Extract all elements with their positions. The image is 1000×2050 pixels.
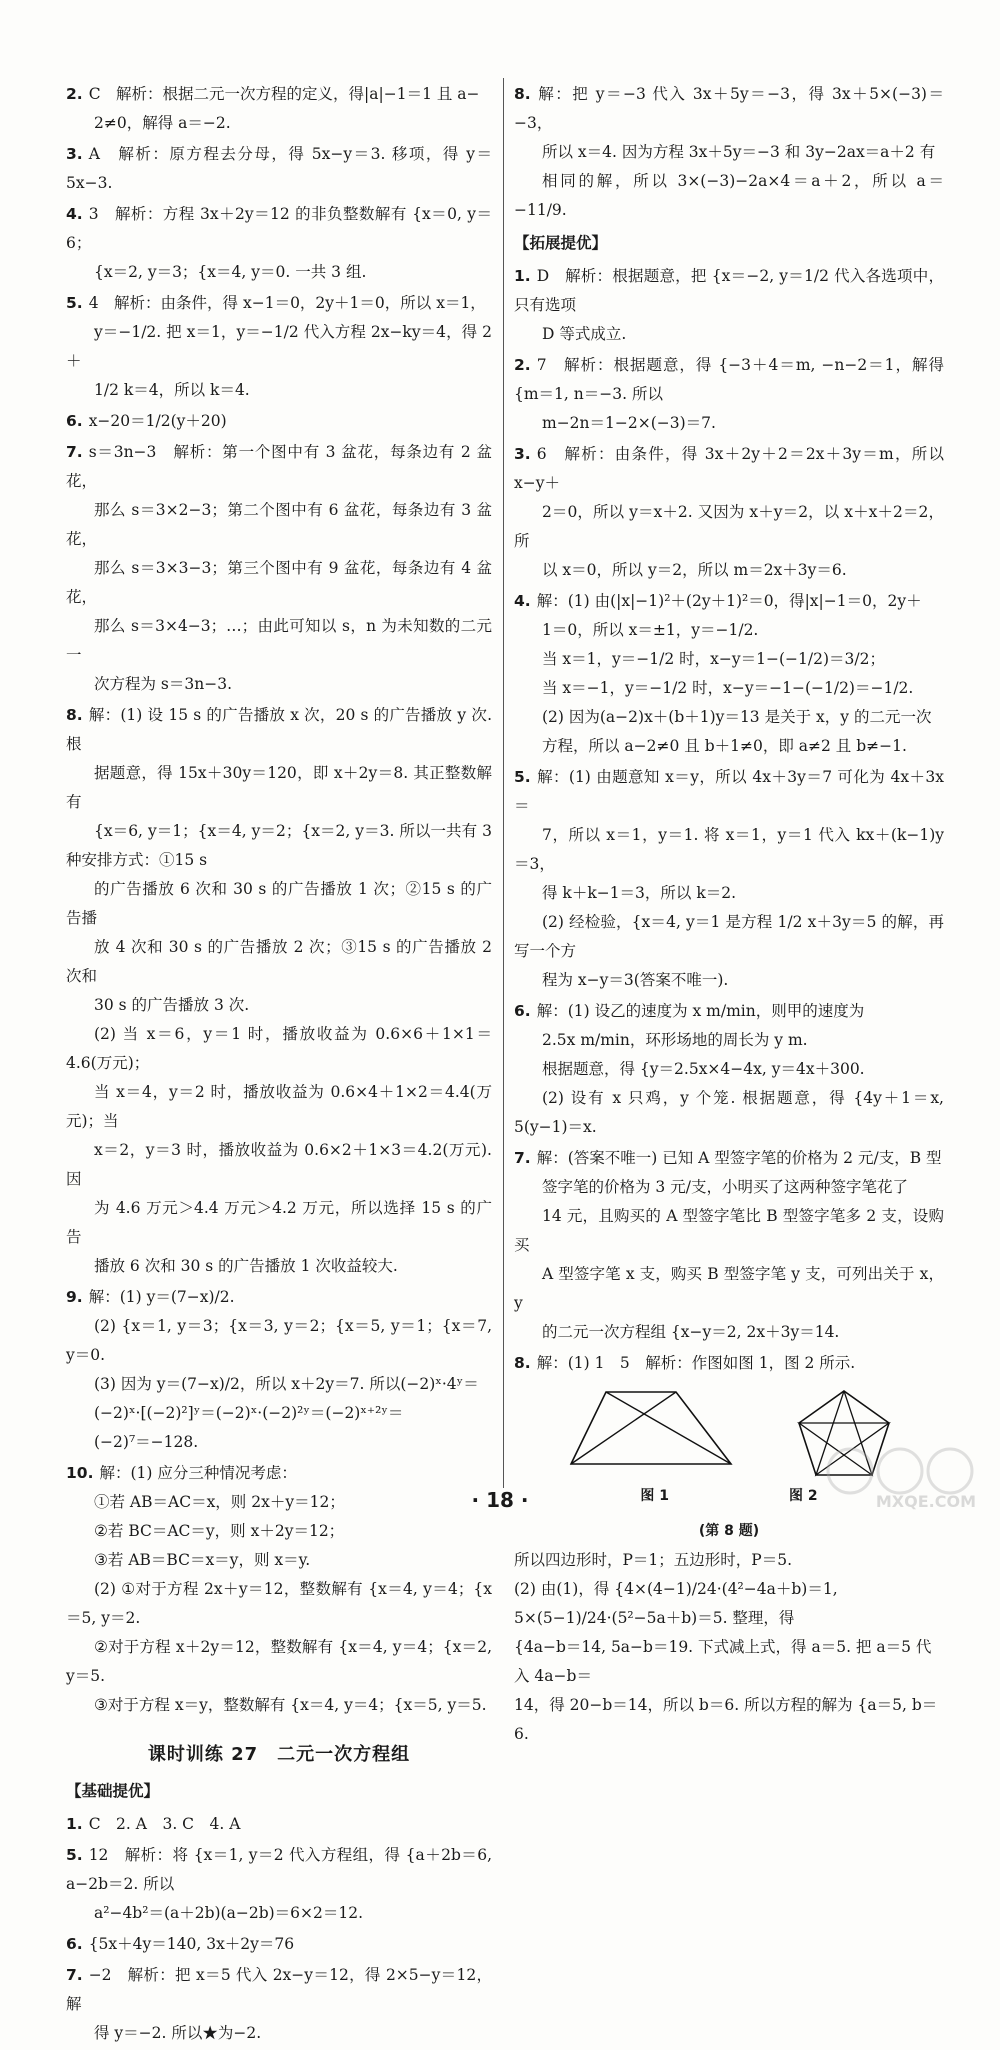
answer-line: C 2. A 3. C 4. A xyxy=(88,1815,241,1833)
column-divider xyxy=(503,78,504,1488)
answer-number: 3. xyxy=(514,445,531,463)
answer-line: D 等式成立. xyxy=(542,325,627,343)
left-answer-list xyxy=(66,80,492,1720)
after-figure-line: {4a−b＝14, 5a−b＝19. 下式减上式，得 a＝5. 把 a＝5 代入 4a−b＝ xyxy=(514,1638,932,1685)
answer-number: 3. xyxy=(66,145,83,163)
answer-line: 为 4.6 万元＞4.4 万元＞4.2 万元，所以选择 15 s 的广告 xyxy=(66,1199,492,1246)
answer-line: D 解析：根据题意，把 {x＝−2, y＝1/2 代入各选项中，只有选项 xyxy=(514,267,944,314)
answer-item xyxy=(514,763,944,995)
answer-line: 2.5x m/min，环形场地的周长为 y m. xyxy=(542,1031,808,1049)
answer-number: 7. xyxy=(514,1149,531,1167)
answer-line: (2) 经检验，{x＝4, y＝1 是方程 1/2 x＋3y＝5 的解，再写一个方 xyxy=(514,913,944,960)
answer-line: (2) 因为(a−2)x＋(b＋1)y＝13 是关于 x，y 的二元一次 xyxy=(542,708,932,726)
answer-line: 2≠0，解得 a＝−2. xyxy=(94,114,231,132)
answer-line: 那么 s＝3×2−3；第二个图中有 6 盆花，每条边有 3 盆花， xyxy=(66,501,492,548)
answer-line: A 解析：原方程去分母，得 5x−y＝3. 移项，得 y＝5x−3. xyxy=(66,145,492,192)
quadrilateral-figure xyxy=(566,1388,736,1468)
answer-line: 7，所以 x＝1，y＝1. 将 x＝1，y＝1 代入 kx＋(k−1)y＝3， xyxy=(514,826,944,873)
right-answer-list-2 xyxy=(514,262,944,1378)
answer-line: C 解析：根据二元一次方程的定义，得|a|−1＝1 且 a− xyxy=(88,85,480,103)
answer-line: (−2)ˣ·[(−2)²]ʸ＝(−2)ˣ·(−2)²ʸ＝(−2)ˣ⁺²ʸ＝ xyxy=(94,1404,404,1422)
answer-line: 解：(1) y＝(7−x)/2. xyxy=(88,1288,235,1306)
answer-line: m−2n＝1−2×(−3)＝7. xyxy=(542,414,716,432)
answer-line: 2＝0，所以 y＝x＋2. 又因为 x＋y＝2，以 x＋x＋2＝2，所 xyxy=(514,503,944,550)
left-answer-list-2 xyxy=(66,1810,492,2048)
answer-line: 得 y＝−2. 所以★为−2. xyxy=(94,2024,262,2042)
answer-line: A 型签字笔 x 支，购买 B 型签字笔 y 支，可列出关于 x，y xyxy=(514,1265,944,1312)
answer-line: 的二元一次方程组 {x−y＝2, 2x＋3y＝14. xyxy=(542,1323,840,1341)
answer-line: {x＝2, y＝3；{x＝4, y＝0. 一共 3 组. xyxy=(94,263,367,281)
answer-line: ③对于方程 x＝y，整数解有 {x＝4, y＝4；{x＝5, y＝5. xyxy=(94,1696,487,1714)
answer-item xyxy=(514,997,944,1142)
answer-item xyxy=(66,80,492,138)
answer-number: 8. xyxy=(66,706,83,724)
answer-item xyxy=(514,587,944,761)
watermark-text: MXQE.COM xyxy=(875,1492,976,1511)
after-figure-line: 14，得 20−b＝14，所以 b＝6. 所以方程的解为 {a＝5, b＝6. xyxy=(514,1696,938,1743)
answer-number: 5. xyxy=(514,768,531,786)
answer-line: ②对于方程 x＋2y＝12，整数解有 {x＝4, y＝4；{x＝2, y＝5. xyxy=(66,1638,492,1685)
answer-line: 根据题意，得 {y＝2.5x×4−4x, y＝4x＋300. xyxy=(542,1060,865,1078)
section-head-extension: 【拓展提优】 xyxy=(514,234,608,252)
watermark-logo xyxy=(820,1446,980,1516)
answer-item xyxy=(66,1283,492,1457)
after-figure-line: 所以四边形时，P＝1；五边形时，P＝5. xyxy=(514,1551,793,1569)
answer-number: 7. xyxy=(66,1966,83,1984)
answer-line: 所以 x＝4. 因为方程 3x＋5y＝−3 和 3y−2ax＝a＋2 有 xyxy=(542,143,936,161)
answer-line: 程为 x−y＝3(答案不唯一). xyxy=(542,971,729,989)
answer-line: 以 x＝0，所以 y＝2，所以 m＝2x＋3y＝6. xyxy=(542,561,847,579)
answer-line: 30 s 的广告播放 3 次. xyxy=(94,996,250,1014)
answer-number: 1. xyxy=(514,267,531,285)
answer-line: 1/2 k＝4，所以 k＝4. xyxy=(94,381,250,399)
answer-line: 播放 6 次和 30 s 的广告播放 1 次收益较大. xyxy=(94,1257,398,1275)
answer-line: x−20＝1/2(y＋20) xyxy=(88,412,227,430)
answer-line: ③若 AB＝BC＝x＝y，则 x＝y. xyxy=(94,1551,311,1569)
figure-2-caption: 图 2 xyxy=(789,1488,818,1504)
answer-item xyxy=(66,1961,492,2048)
answer-line: 解：把 y＝−3 代入 3x＋5y＝−3，得 3x＋5×(−3)＝−3， xyxy=(514,85,944,132)
answer-item xyxy=(514,262,944,349)
answer-item xyxy=(66,289,492,405)
after-figure-text xyxy=(514,1546,944,1749)
answer-line: {x＝6, y＝1；{x＝4, y＝2；{x＝2, y＝3. 所以一共有 3 种安排方式：①15 s xyxy=(66,822,492,869)
answer-item xyxy=(66,438,492,699)
answer-line: 3 解析：方程 3x＋2y＝12 的非负整数解有 {x＝0, y＝6； xyxy=(66,205,492,252)
answer-line: ①若 AB＝AC＝x，则 2x＋y＝12； xyxy=(94,1493,345,1511)
answer-item xyxy=(66,1841,492,1928)
section-head-basic: 【基础提优】 xyxy=(66,1782,160,1800)
answer-number: 1. xyxy=(66,1815,83,1833)
answer-item xyxy=(66,1930,492,1959)
answer-line: 7 解析：根据题意，得 {−3＋4＝m, −n−2＝1，解得 {m＝1, n＝−3. 所以 xyxy=(514,356,944,403)
answer-number: 4. xyxy=(66,205,83,223)
answer-item xyxy=(514,1144,944,1347)
answer-item xyxy=(66,1810,492,1839)
answer-item xyxy=(66,701,492,1281)
answer-line: {5x＋4y＝140, 3x＋2y＝76 xyxy=(88,1935,295,1953)
answer-line: 12 解析：将 {x＝1, y＝2 代入方程组，得 {a＋2b＝6, a−2b＝2. 所以 xyxy=(66,1846,492,1893)
answer-line: s＝3n−3 解析：第一个图中有 3 盆花，每条边有 2 盆花， xyxy=(66,443,492,490)
answer-line: 解：(1) 应分三种情况考虑： xyxy=(99,1464,297,1482)
answer-number: 6. xyxy=(514,1002,531,1020)
answer-line: 14 元，且购买的 A 型签字笔比 B 型签字笔多 2 支，设购买 xyxy=(514,1207,944,1254)
answer-line: ②若 BC＝AC＝y，则 x＋2y＝12； xyxy=(94,1522,345,1540)
answer-line: 次方程为 s＝3n−3. xyxy=(94,675,233,693)
answer-line: 的广告播放 6 次和 30 s 的广告播放 1 次；②15 s 的广告播 xyxy=(66,880,492,927)
answer-line: 签字笔的价格为 3 元/支，小明买了这两种签字笔花了 xyxy=(542,1178,908,1196)
lesson-title: 课时训练 27 二元一次方程组 xyxy=(147,1744,411,1765)
answer-line: 1＝0，所以 x＝±1，y＝−1/2. xyxy=(542,621,759,639)
answer-line: 解：(1) 1 5 解析：作图如图 1，图 2 所示. xyxy=(536,1354,856,1372)
answer-number: 5. xyxy=(66,1846,83,1864)
answer-number: 8. xyxy=(514,85,531,103)
page-number: · 18 · xyxy=(471,1488,529,1512)
after-figure-line: (2) 由(1)，得 {4×(4−1)/24·(4²−4a＋b)＝1, 5×(5−1)/24·(5²−5a＋b)＝5. 整理，得 xyxy=(514,1580,838,1627)
answer-item xyxy=(514,1349,944,1378)
answer-line: 那么 s＝3×4−3；…；由此可知以 s，n 为未知数的二元一 xyxy=(66,617,492,664)
answer-line: (2) ①对于方程 2x＋y＝12，整数解有 {x＝4, y＝4；{x＝5, y＝2. xyxy=(66,1580,492,1627)
answer-line: a²−4b²＝(a＋2b)(a−2b)＝6×2＝12. xyxy=(94,1904,364,1922)
answer-number: 9. xyxy=(66,1288,83,1306)
answer-line: 解：(1) 由题意知 x＝y，所以 4x＋3y＝7 可化为 4x＋3x＝ xyxy=(514,768,944,815)
answer-line: 那么 s＝3×3−3；第三个图中有 9 盆花，每条边有 4 盆花， xyxy=(66,559,492,606)
answer-number: 2. xyxy=(66,85,83,103)
answer-line: 解：(1) 由(|x|−1)²＋(2y＋1)²＝0，得|x|−1＝0，2y＋ xyxy=(536,592,922,610)
answer-line: (−2)⁷＝−128. xyxy=(94,1433,199,1451)
answer-line: 方程，所以 a−2≠0 且 b＋1≠0，即 a≠2 且 b≠−1. xyxy=(542,737,907,755)
answer-line: 相同的解，所以 3×(−3)−2a×4＝a＋2，所以 a＝−11/9. xyxy=(514,172,944,219)
answer-item xyxy=(66,200,492,287)
answer-line: 当 x＝4，y＝2 时，播放收益为 0.6×4＋1×2＝4.4(万元)；当 xyxy=(66,1083,492,1130)
right-answer-list xyxy=(514,80,944,225)
answer-line: 4 解析：由条件，得 x−1＝0，2y＋1＝0，所以 x＝1， xyxy=(88,294,486,312)
answer-line: 得 k＋k−1＝3，所以 k＝2. xyxy=(542,884,737,902)
answer-line: 解：(1) 设 15 s 的广告播放 x 次，20 s 的广告播放 y 次. 根 xyxy=(66,706,492,753)
answer-item xyxy=(514,440,944,585)
answer-line: 当 x＝1，y＝−1/2 时，x−y＝1−(−1/2)＝3/2； xyxy=(542,650,885,668)
answer-item xyxy=(514,351,944,438)
answer-line: y＝−1/2. 把 x＝1，y＝−1/2 代入方程 2x−ky＝4，得 2＋ xyxy=(66,323,492,370)
answer-line: (2) 设有 x 只鸡，y 个笼. 根据题意，得 {4y＋1＝x, 5(y−1)＝x. xyxy=(514,1089,944,1136)
answer-line: (2) {x＝1, y＝3；{x＝3, y＝2；{x＝5, y＝1；{x＝7, y＝0. xyxy=(66,1317,492,1364)
answer-number: 7. xyxy=(66,443,83,461)
answer-number: 2. xyxy=(514,356,531,374)
answer-line: (2) 当 x＝6，y＝1 时，播放收益为 0.6×6＋1×1＝4.6(万元)； xyxy=(66,1025,492,1072)
answer-number: 4. xyxy=(514,592,531,610)
answer-line: 解：(1) 设乙的速度为 x m/min，则甲的速度为 xyxy=(536,1002,865,1020)
answer-line: −2 解析：把 x＝5 代入 2x−y＝12，得 2×5−y＝12，解 xyxy=(66,1966,492,2013)
answer-line: 据题意，得 15x＋30y＝120，即 x＋2y＝8. 其正整数解有 xyxy=(66,764,492,811)
answer-item xyxy=(66,140,492,198)
answer-item xyxy=(514,80,944,225)
figure-title: (第 8 题) xyxy=(698,1523,760,1539)
answer-line: 放 4 次和 30 s 的广告播放 2 次；③15 s 的广告播放 2 次和 xyxy=(66,938,492,985)
answer-item xyxy=(66,407,492,436)
answer-number: 10. xyxy=(66,1464,94,1482)
answer-line: 当 x＝−1，y＝−1/2 时，x−y＝−1−(−1/2)＝−1/2. xyxy=(542,679,914,697)
figure-1-caption: 图 1 xyxy=(640,1488,669,1504)
answer-number: 8. xyxy=(514,1354,531,1372)
answer-line: 6 解析：由条件，得 3x＋2y＋2＝2x＋3y＝m，所以 x−y＋ xyxy=(514,445,944,492)
answer-number: 6. xyxy=(66,412,83,430)
answer-line: 解：(答案不唯一) 已知 A 型签字笔的价格为 2 元/支，B 型 xyxy=(536,1149,942,1167)
answer-number: 5. xyxy=(66,294,83,312)
answer-line: (3) 因为 y＝(7−x)/2，所以 x＋2y＝7. 所以(−2)ˣ·4ʸ＝ xyxy=(94,1375,479,1393)
left-column xyxy=(66,80,492,2050)
answer-line: x＝2，y＝3 时，播放收益为 0.6×2＋1×3＝4.2(万元). 因 xyxy=(66,1141,492,1188)
answer-number: 6. xyxy=(66,1935,83,1953)
